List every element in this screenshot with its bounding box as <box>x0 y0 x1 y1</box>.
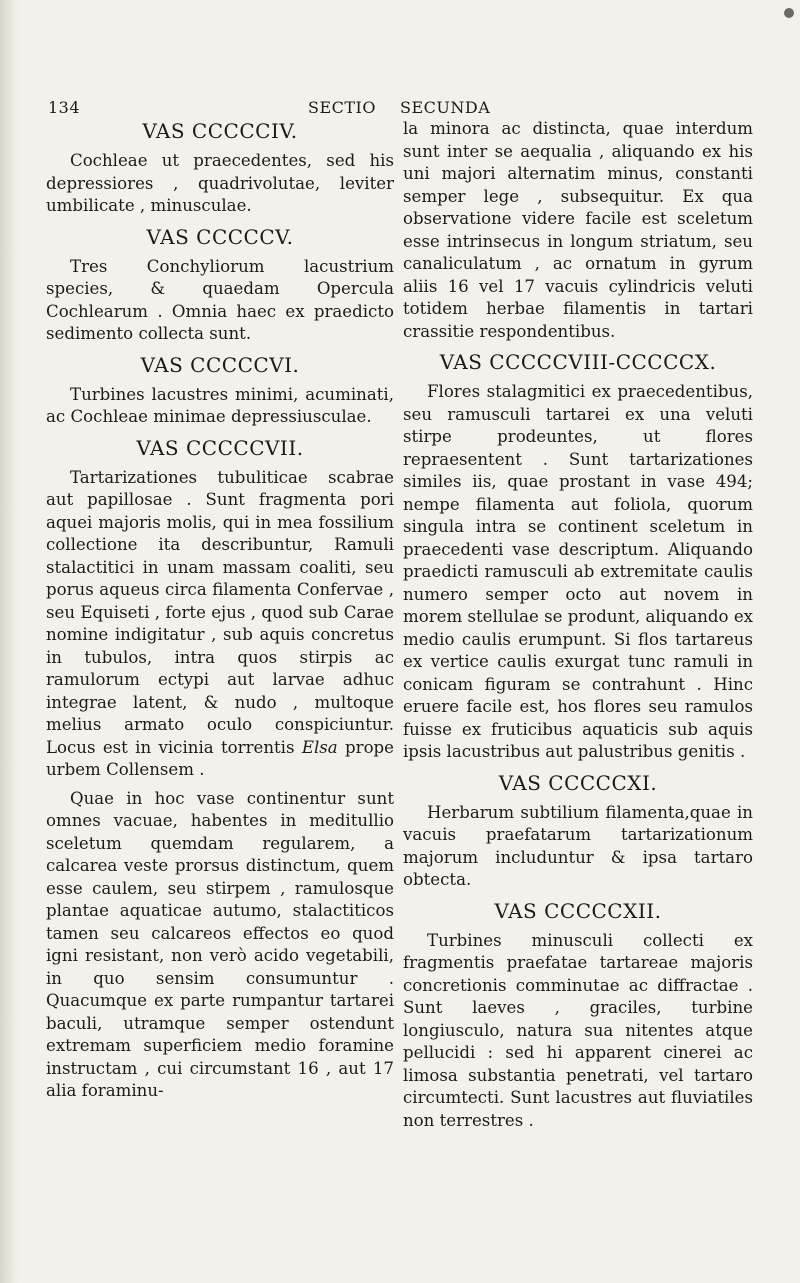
vas-heading: VAS CCCCCXI. <box>498 770 658 795</box>
vas-heading: VAS CCCCCVIII-CCCCCX. <box>439 350 717 374</box>
page-edge-shadow <box>0 0 18 1283</box>
vas-heading: VAS CCCCCVI. <box>140 352 300 377</box>
running-head-left: SECTIO <box>308 98 376 117</box>
paragraph <box>46 467 394 782</box>
paragraph: Tres Conchyliorum lacustrium species, & quaedam Opercula Cochlearum . Omnia haec ex praedicto sedimento collecta sunt. <box>46 256 394 343</box>
vas-heading: VAS CCCCCXII. <box>494 898 662 923</box>
paragraph: Turbines lacustres minimi, acuminati, ac Cochleae minimae depressiusculae. <box>46 384 394 426</box>
vas-heading: VAS CCCCCIV. <box>142 119 298 143</box>
paragraph: Turbines minusculi collecti ex fragmentis praefatae tartareae majoris concretionis comminutae ac diffractae . Sunt laeves , graciles, turbine longiusculo, natura sua nitentes atque pellucidi : sed hi apparent cinerei ac limosa substantia penetrati, vel tartaro circumtecti. Sunt lacustres aut fluviatiles non terrestres . <box>403 930 753 1130</box>
page-number: 134 <box>48 98 81 117</box>
paragraph: Quae in hoc vase continentur sunt omnes vacuae, habentes in meditullio sceletum quemdam regularem, a calcarea veste prorsus distinctum, quem esse caulem, seu stirpem , ramulosque plantae aquaticae autumo, stalactiticos tamen seu calcareos effectos eo quod igni resistant, non verò acido vegetabili, in quo sensim consumuntur . Quacumque ex parte rumpantur tartarei baculi, utramque semper ostendunt extremam superficiem medio foramine instructam , cui circumstant 16 , aut 17 alia foraminu- <box>46 788 394 1100</box>
left-column <box>46 118 394 1109</box>
place-name-italic: Elsa <box>301 737 338 757</box>
vas-heading: VAS CCCCCV. <box>146 224 294 249</box>
paragraph: Flores stalagmitici ex praecedentibus, seu ramusculi tartarei ex una veluti stirpe prodeuntes, ut flores repraesentent . Sunt tartarizationes similes iis, quae prostant in vase 494; nempe filamenta aut foliola, quorum singula intra se continent sceletum in praecedenti vase descriptum. Aliquando praedicti ramusculi ab extremitate caulis numero semper octo aut novem in morem stellulae se produnt, aliquando ex medio caulis erumpunt. Si flos tartareus ex vertice caulis exurgat tunc ramuli in conicam figuram se contrahunt . Hinc eruere facile est, hos flores seu ramulos fuisse ex fruticibus aquaticis sub aquis ipsis lacustribus aut palustribus genitis . <box>403 382 753 761</box>
paragraph: Cochleae ut praecedentes, sed his depressiores , quadrivolutae, leviter umbilicate , minusculae. <box>46 151 394 215</box>
paragraph-text: Tartarizationes tubuliticae scabrae aut papillosae . Sunt fragmenta pori aquei majoris molis, qui in mea fossilium collectione ita describuntur, Ramuli stalactitici in unam massam coaliti, seu porus aqueus circa filamenta Confervae , seu Equiseti , forte ejus , quod sub Carae nomine indigitatur , sub aquis concretus in tubulos, intra quos stirpis ac ramulorum ectypi aut larvae adhuc integrae latent, & nudo , multoque melius armato oculo conspiciuntur. Locus est in vicinia torrentis <box>46 467 394 757</box>
ink-spot-mark <box>784 8 794 18</box>
paragraph-continuation: la minora ac distincta, quae interdum sunt inter se aequalia , aliquando ex his uni majori alternatim minus, constanti semper lege , subsequitur. Ex qua observatione videre facile est sceletum esse intrinsecus in longum striatum, seu canaliculatum , ac ornatum in gyrum aliis 16 vel 17 vacuis cylindricis veluti totidem herbae filamentis in tartari crassitie respondentibus. <box>403 119 753 341</box>
running-head-right: SECUNDA <box>400 98 491 117</box>
paragraph-text: prope urbem Collensem . <box>46 737 395 779</box>
right-column <box>403 118 753 1138</box>
paragraph: Herbarum subtilium filamenta,quae in vacuis praefatarum tartarizationum majorum includuntur & ipsa tartaro obtecta. <box>403 802 753 889</box>
vas-heading: VAS CCCCCVII. <box>136 435 304 460</box>
